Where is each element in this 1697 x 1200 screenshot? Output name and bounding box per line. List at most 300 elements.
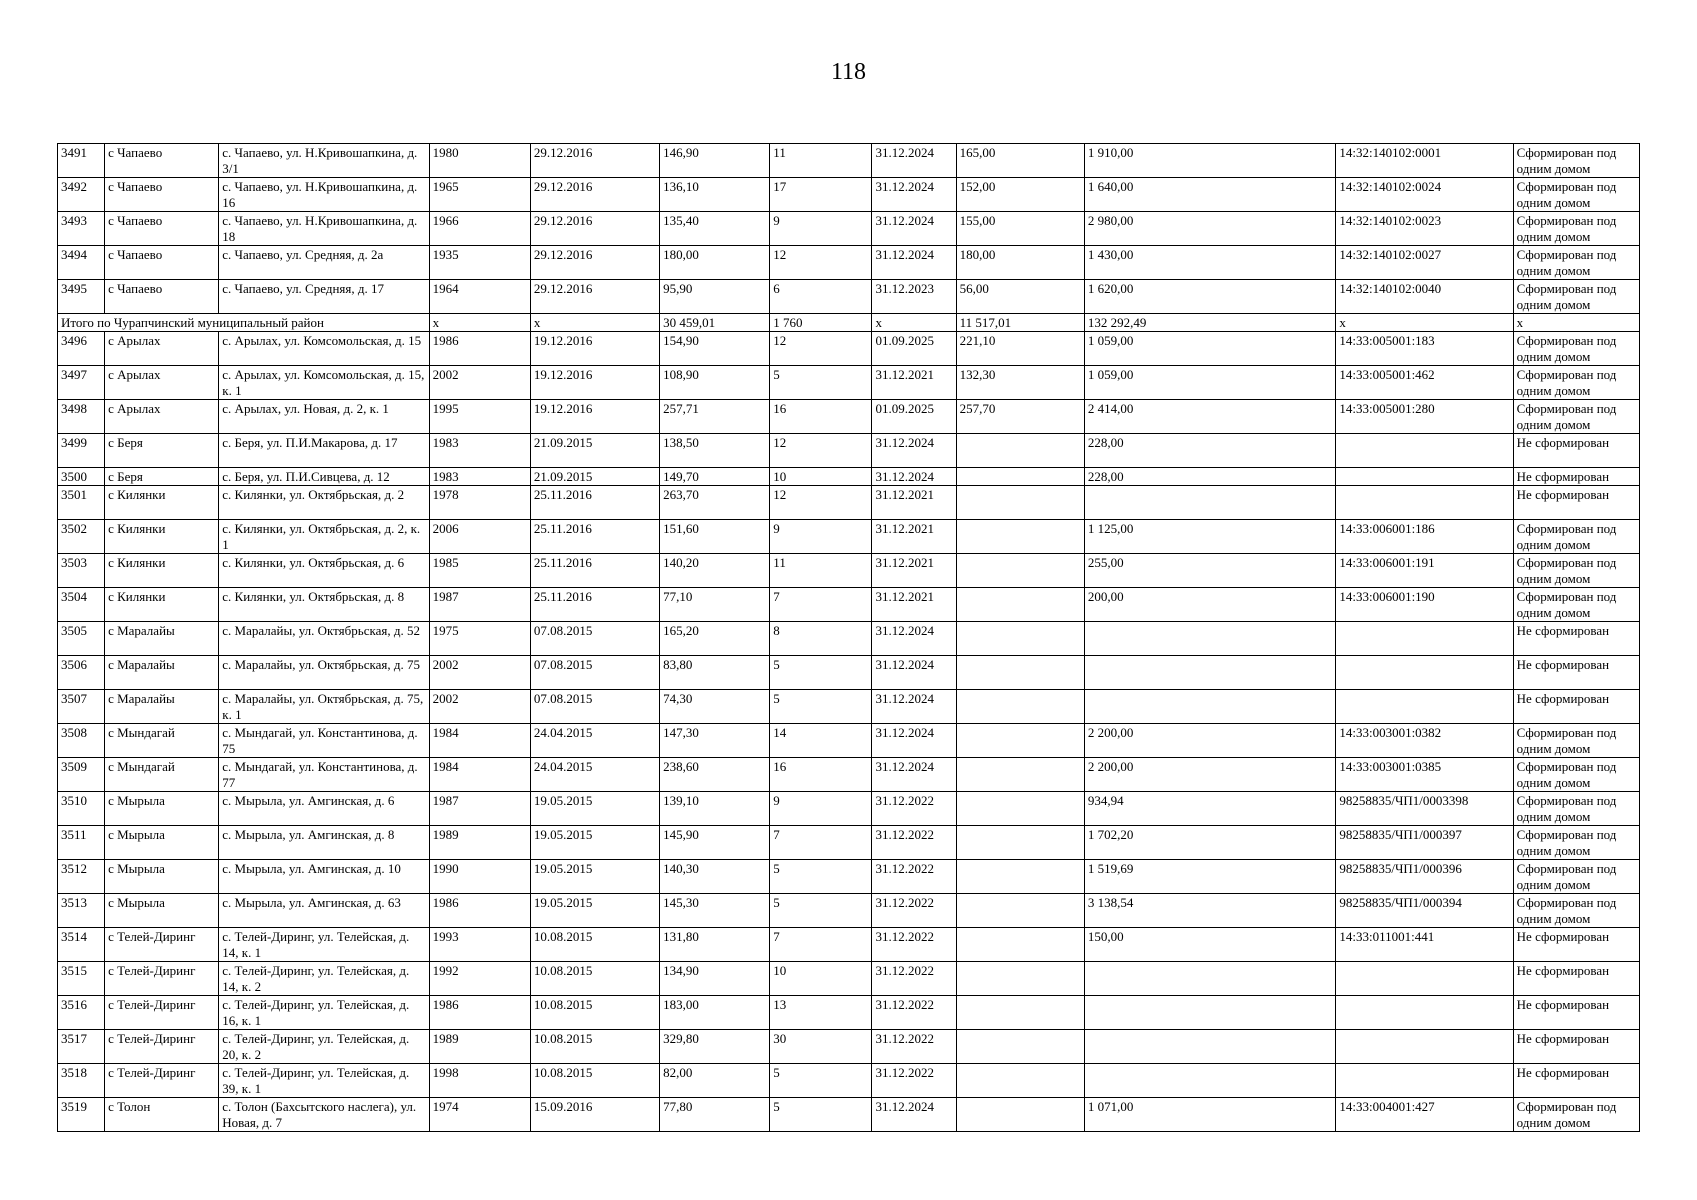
locality-cell: с Телей-Диринг [105, 1064, 219, 1098]
cost-cell: 1 430,00 [1084, 246, 1335, 280]
inclusion-date-cell: 10.08.2015 [530, 996, 659, 1030]
locality-cell: с Телей-Диринг [105, 928, 219, 962]
planned-date-cell: 31.12.2024 [872, 468, 956, 486]
total-area-cell: 135,40 [660, 212, 770, 246]
status-cell: Сформирован под одним домом [1513, 1098, 1639, 1132]
cost-cell [1084, 690, 1335, 724]
address-cell: с. Мырыла, ул. Амгинская, д. 8 [219, 826, 429, 860]
table-row [58, 588, 1640, 622]
inclusion-date-cell: 19.12.2016 [530, 400, 659, 434]
planned-date-cell: 31.12.2022 [872, 826, 956, 860]
inclusion-date-cell: 15.09.2016 [530, 1098, 659, 1132]
inclusion-date-cell: 10.08.2015 [530, 1030, 659, 1064]
residents-count-cell: 5 [770, 656, 872, 690]
cadastral-number-cell: 98258835/ЧП1/000394 [1336, 894, 1513, 928]
row-number-cell: 3506 [58, 656, 105, 690]
total-lot-area-cell: 11 517,01 [956, 314, 1084, 332]
total-area-cell: 145,90 [660, 826, 770, 860]
cost-cell: 1 910,00 [1084, 144, 1335, 178]
planned-date-cell: 31.12.2024 [872, 212, 956, 246]
cadastral-number-cell: 14:33:006001:191 [1336, 554, 1513, 588]
status-cell: Не сформирован [1513, 690, 1639, 724]
cadastral-number-cell: 14:33:003001:0382 [1336, 724, 1513, 758]
inclusion-date-cell: 24.04.2015 [530, 758, 659, 792]
lot-area-cell [956, 1098, 1084, 1132]
lot-area-cell: 221,10 [956, 332, 1084, 366]
total-area-cell: 30 459,01 [660, 314, 770, 332]
cost-cell: 1 519,69 [1084, 860, 1335, 894]
cadastral-number-cell [1336, 996, 1513, 1030]
cadastral-number-cell: 14:33:006001:186 [1336, 520, 1513, 554]
cadastral-number-cell: 14:32:140102:0023 [1336, 212, 1513, 246]
lot-area-cell [956, 996, 1084, 1030]
status-cell: Сформирован под одним домом [1513, 792, 1639, 826]
cost-cell: 228,00 [1084, 434, 1335, 468]
total-area-cell: 77,80 [660, 1098, 770, 1132]
address-cell: с. Мындагай, ул. Константинова, д. 75 [219, 724, 429, 758]
locality-cell: с Маралайы [105, 656, 219, 690]
address-cell: с. Арылах, ул. Новая, д. 2, к. 1 [219, 400, 429, 434]
total-area-cell: 74,30 [660, 690, 770, 724]
status-cell: Сформирован под одним домом [1513, 332, 1639, 366]
row-number-cell: 3514 [58, 928, 105, 962]
status-cell: Сформирован под одним домом [1513, 520, 1639, 554]
locality-cell: с Мырыла [105, 894, 219, 928]
lot-area-cell [956, 894, 1084, 928]
year-built-cell: 1984 [429, 724, 530, 758]
residents-count-cell: 5 [770, 1064, 872, 1098]
cadastral-number-cell: 14:32:140102:0027 [1336, 246, 1513, 280]
cadastral-number-cell: 98258835/ЧП1/000397 [1336, 826, 1513, 860]
cost-cell: 1 702,20 [1084, 826, 1335, 860]
locality-cell: с Телей-Диринг [105, 1030, 219, 1064]
status-cell: Не сформирован [1513, 434, 1639, 468]
cost-cell: 1 071,00 [1084, 1098, 1335, 1132]
address-cell: с. Чапаево, ул. Средняя, д. 17 [219, 280, 429, 314]
planned-date-cell: 01.09.2025 [872, 332, 956, 366]
inclusion-date-cell: 10.08.2015 [530, 1064, 659, 1098]
status-cell: Сформирован под одним домом [1513, 554, 1639, 588]
cost-cell: 1 059,00 [1084, 366, 1335, 400]
planned-date-cell: 31.12.2021 [872, 588, 956, 622]
residents-count-cell: 16 [770, 758, 872, 792]
status-cell: Сформирован под одним домом [1513, 212, 1639, 246]
residents-count-cell: 5 [770, 366, 872, 400]
address-cell: с. Чапаево, ул. Н.Кривошапкина, д. 3/1 [219, 144, 429, 178]
address-cell: с. Килянки, ул. Октябрьская, д. 2, к. 1 [219, 520, 429, 554]
total-area-cell: 257,71 [660, 400, 770, 434]
locality-cell: с Килянки [105, 554, 219, 588]
total-cost-cell: 132 292,49 [1084, 314, 1335, 332]
residents-count-cell: 30 [770, 1030, 872, 1064]
residents-count-cell: 11 [770, 144, 872, 178]
locality-cell: с Мындагай [105, 758, 219, 792]
planned-date-cell: 31.12.2024 [872, 656, 956, 690]
cadastral-number-cell: 98258835/ЧП1/0003398 [1336, 792, 1513, 826]
row-number-cell: 3503 [58, 554, 105, 588]
locality-cell: с Килянки [105, 486, 219, 520]
total-cadastral-cell: x [1336, 314, 1513, 332]
year-built-cell: 1989 [429, 1030, 530, 1064]
address-cell: с. Арылах, ул. Комсомольская, д. 15 [219, 332, 429, 366]
status-cell: Сформирован под одним домом [1513, 860, 1639, 894]
cost-cell: 1 620,00 [1084, 280, 1335, 314]
total-area-cell: 238,60 [660, 758, 770, 792]
locality-cell: с Телей-Диринг [105, 962, 219, 996]
locality-cell: с Арылах [105, 366, 219, 400]
year-built-cell: 1983 [429, 434, 530, 468]
status-cell: Сформирован под одним домом [1513, 246, 1639, 280]
lot-area-cell [956, 486, 1084, 520]
inclusion-date-cell: 24.04.2015 [530, 724, 659, 758]
table-row [58, 1030, 1640, 1064]
total-date-cell: x [530, 314, 659, 332]
cadastral-number-cell: 14:32:140102:0024 [1336, 178, 1513, 212]
lot-area-cell: 180,00 [956, 246, 1084, 280]
row-number-cell: 3512 [58, 860, 105, 894]
year-built-cell: 1986 [429, 894, 530, 928]
locality-cell: с Беря [105, 468, 219, 486]
total-area-cell: 146,90 [660, 144, 770, 178]
inclusion-date-cell: 19.12.2016 [530, 332, 659, 366]
table-row [58, 468, 1640, 486]
address-cell: с. Толон (Бахсытского наслега), ул. Новая, д. 7 [219, 1098, 429, 1132]
status-cell: Не сформирован [1513, 996, 1639, 1030]
cadastral-number-cell [1336, 486, 1513, 520]
inclusion-date-cell: 29.12.2016 [530, 178, 659, 212]
year-built-cell: 1984 [429, 758, 530, 792]
year-built-cell: 1989 [429, 826, 530, 860]
year-built-cell: 1990 [429, 860, 530, 894]
cost-cell: 1 125,00 [1084, 520, 1335, 554]
planned-date-cell: 31.12.2021 [872, 554, 956, 588]
table-row [58, 690, 1640, 724]
residents-count-cell: 5 [770, 690, 872, 724]
row-number-cell: 3504 [58, 588, 105, 622]
cadastral-number-cell: 14:33:005001:462 [1336, 366, 1513, 400]
total-area-cell: 140,30 [660, 860, 770, 894]
table-row [58, 792, 1640, 826]
address-cell: с. Чапаево, ул. Н.Кривошапкина, д. 18 [219, 212, 429, 246]
address-cell: с. Маралайы, ул. Октябрьская, д. 52 [219, 622, 429, 656]
lot-area-cell [956, 468, 1084, 486]
cost-cell: 2 414,00 [1084, 400, 1335, 434]
residents-count-cell: 5 [770, 894, 872, 928]
inclusion-date-cell: 19.12.2016 [530, 366, 659, 400]
row-number-cell: 3496 [58, 332, 105, 366]
table-row [58, 962, 1640, 996]
table-row [58, 996, 1640, 1030]
table-row [58, 280, 1640, 314]
planned-date-cell: 31.12.2024 [872, 144, 956, 178]
status-cell: Сформирован под одним домом [1513, 758, 1639, 792]
year-built-cell: 1983 [429, 468, 530, 486]
cadastral-number-cell: 14:33:011001:441 [1336, 928, 1513, 962]
cadastral-number-cell [1336, 690, 1513, 724]
row-number-cell: 3517 [58, 1030, 105, 1064]
lot-area-cell [956, 928, 1084, 962]
address-cell: с. Телей-Диринг, ул. Телейская, д. 14, к. 2 [219, 962, 429, 996]
total-area-cell: 165,20 [660, 622, 770, 656]
inclusion-date-cell: 19.05.2015 [530, 826, 659, 860]
row-number-cell: 3510 [58, 792, 105, 826]
residents-count-cell: 6 [770, 280, 872, 314]
status-cell: Сформирован под одним домом [1513, 724, 1639, 758]
planned-date-cell: 31.12.2021 [872, 366, 956, 400]
planned-date-cell: 31.12.2022 [872, 860, 956, 894]
planned-date-cell: 31.12.2021 [872, 520, 956, 554]
year-built-cell: 1975 [429, 622, 530, 656]
cost-cell [1084, 656, 1335, 690]
table-row [58, 434, 1640, 468]
inclusion-date-cell: 07.08.2015 [530, 656, 659, 690]
year-built-cell: 1974 [429, 1098, 530, 1132]
locality-cell: с Маралайы [105, 690, 219, 724]
inclusion-date-cell: 19.05.2015 [530, 860, 659, 894]
row-number-cell: 3509 [58, 758, 105, 792]
total-area-cell: 140,20 [660, 554, 770, 588]
table-row [58, 1098, 1640, 1132]
locality-cell: с Чапаево [105, 280, 219, 314]
row-number-cell: 3515 [58, 962, 105, 996]
table-row [58, 332, 1640, 366]
year-built-cell: 1978 [429, 486, 530, 520]
planned-date-cell: 31.12.2022 [872, 1030, 956, 1064]
address-cell: с. Телей-Диринг, ул. Телейская, д. 14, к. 1 [219, 928, 429, 962]
row-number-cell: 3492 [58, 178, 105, 212]
residents-count-cell: 17 [770, 178, 872, 212]
lot-area-cell [956, 554, 1084, 588]
planned-date-cell: 31.12.2024 [872, 758, 956, 792]
lot-area-cell [956, 724, 1084, 758]
inclusion-date-cell: 21.09.2015 [530, 434, 659, 468]
year-built-cell: 1985 [429, 554, 530, 588]
lot-area-cell: 56,00 [956, 280, 1084, 314]
cost-cell: 2 980,00 [1084, 212, 1335, 246]
row-number-cell: 3505 [58, 622, 105, 656]
total-area-cell: 139,10 [660, 792, 770, 826]
status-cell: Сформирован под одним домом [1513, 280, 1639, 314]
residents-count-cell: 8 [770, 622, 872, 656]
row-number-cell: 3507 [58, 690, 105, 724]
locality-cell: с Чапаево [105, 246, 219, 280]
year-built-cell: 1966 [429, 212, 530, 246]
total-area-cell: 180,00 [660, 246, 770, 280]
address-cell: с. Маралайы, ул. Октябрьская, д. 75, к. 1 [219, 690, 429, 724]
planned-date-cell: 31.12.2022 [872, 1064, 956, 1098]
year-built-cell: 2002 [429, 366, 530, 400]
total-area-cell: 145,30 [660, 894, 770, 928]
table-row [58, 758, 1640, 792]
year-built-cell: 2002 [429, 690, 530, 724]
planned-date-cell: 31.12.2024 [872, 724, 956, 758]
table-row [58, 366, 1640, 400]
status-cell: Сформирован под одним домом [1513, 588, 1639, 622]
inclusion-date-cell: 07.08.2015 [530, 690, 659, 724]
cadastral-number-cell: 14:32:140102:0001 [1336, 144, 1513, 178]
year-built-cell: 1935 [429, 246, 530, 280]
row-number-cell: 3519 [58, 1098, 105, 1132]
locality-cell: с Килянки [105, 520, 219, 554]
address-cell: с. Килянки, ул. Октябрьская, д. 6 [219, 554, 429, 588]
table-row [58, 400, 1640, 434]
total-area-cell: 77,10 [660, 588, 770, 622]
cost-cell [1084, 962, 1335, 996]
lot-area-cell [956, 962, 1084, 996]
inclusion-date-cell: 25.11.2016 [530, 588, 659, 622]
residents-count-cell: 9 [770, 792, 872, 826]
total-area-cell: 263,70 [660, 486, 770, 520]
planned-date-cell: 31.12.2022 [872, 928, 956, 962]
year-built-cell: 1995 [429, 400, 530, 434]
status-cell: Не сформирован [1513, 468, 1639, 486]
locality-cell: с Арылах [105, 332, 219, 366]
locality-cell: с Беря [105, 434, 219, 468]
total-area-cell: 151,60 [660, 520, 770, 554]
table-row [58, 520, 1640, 554]
planned-date-cell: 31.12.2022 [872, 962, 956, 996]
inclusion-date-cell: 19.05.2015 [530, 894, 659, 928]
year-built-cell: 1986 [429, 996, 530, 1030]
address-cell: с. Беря, ул. П.И.Сивцева, д. 12 [219, 468, 429, 486]
lot-area-cell [956, 588, 1084, 622]
table-row [58, 860, 1640, 894]
cadastral-number-cell: 14:33:006001:190 [1336, 588, 1513, 622]
inclusion-date-cell: 25.11.2016 [530, 520, 659, 554]
cadastral-number-cell [1336, 622, 1513, 656]
address-cell: с. Арылах, ул. Комсомольская, д. 15, к. 1 [219, 366, 429, 400]
planned-date-cell: 31.12.2021 [872, 486, 956, 520]
table-row [58, 724, 1640, 758]
lot-area-cell [956, 656, 1084, 690]
residents-count-cell: 5 [770, 1098, 872, 1132]
locality-cell: с Мырыла [105, 860, 219, 894]
total-area-cell: 136,10 [660, 178, 770, 212]
locality-cell: с Телей-Диринг [105, 996, 219, 1030]
lot-area-cell: 152,00 [956, 178, 1084, 212]
total-label-cell: Итого по Чурапчинский муниципальный район [58, 314, 430, 332]
status-cell: Не сформирован [1513, 928, 1639, 962]
cadastral-number-cell: 14:33:005001:183 [1336, 332, 1513, 366]
total-count-cell: 1 760 [770, 314, 872, 332]
row-number-cell: 3493 [58, 212, 105, 246]
planned-date-cell: 31.12.2024 [872, 178, 956, 212]
lot-area-cell [956, 758, 1084, 792]
total-area-cell: 149,70 [660, 468, 770, 486]
total-area-cell: 329,80 [660, 1030, 770, 1064]
lot-area-cell [956, 622, 1084, 656]
total-area-cell: 82,00 [660, 1064, 770, 1098]
address-cell: с. Маралайы, ул. Октябрьская, д. 75 [219, 656, 429, 690]
row-number-cell: 3502 [58, 520, 105, 554]
status-cell: Не сформирован [1513, 622, 1639, 656]
locality-cell: с Килянки [105, 588, 219, 622]
row-number-cell: 3508 [58, 724, 105, 758]
cadastral-number-cell [1336, 656, 1513, 690]
residents-count-cell: 9 [770, 212, 872, 246]
cost-cell: 1 059,00 [1084, 332, 1335, 366]
year-built-cell: 1987 [429, 792, 530, 826]
address-cell: с. Телей-Диринг, ул. Телейская, д. 16, к. 1 [219, 996, 429, 1030]
table-row [58, 894, 1640, 928]
cost-cell: 2 200,00 [1084, 724, 1335, 758]
total-area-cell: 138,50 [660, 434, 770, 468]
inclusion-date-cell: 29.12.2016 [530, 246, 659, 280]
total-row [58, 314, 1640, 332]
planned-date-cell: 31.12.2022 [872, 996, 956, 1030]
row-number-cell: 3518 [58, 1064, 105, 1098]
locality-cell: с Мындагай [105, 724, 219, 758]
table-row [58, 178, 1640, 212]
table-row [58, 554, 1640, 588]
cadastral-number-cell [1336, 962, 1513, 996]
residents-count-cell: 7 [770, 826, 872, 860]
cadastral-number-cell: 14:33:005001:280 [1336, 400, 1513, 434]
residents-count-cell: 13 [770, 996, 872, 1030]
cost-cell [1084, 996, 1335, 1030]
cost-cell [1084, 486, 1335, 520]
residents-count-cell: 5 [770, 860, 872, 894]
table-body [58, 144, 1640, 1132]
row-number-cell: 3494 [58, 246, 105, 280]
address-cell: с. Чапаево, ул. Средняя, д. 2а [219, 246, 429, 280]
planned-date-cell: 31.12.2024 [872, 622, 956, 656]
cost-cell: 150,00 [1084, 928, 1335, 962]
row-number-cell: 3498 [58, 400, 105, 434]
planned-date-cell: 31.12.2022 [872, 792, 956, 826]
lot-area-cell: 165,00 [956, 144, 1084, 178]
cadastral-number-cell: 98258835/ЧП1/000396 [1336, 860, 1513, 894]
status-cell: Сформирован под одним домом [1513, 366, 1639, 400]
residents-count-cell: 9 [770, 520, 872, 554]
address-cell: с. Телей-Диринг, ул. Телейская, д. 39, к. 1 [219, 1064, 429, 1098]
lot-area-cell [956, 434, 1084, 468]
total-area-cell: 95,90 [660, 280, 770, 314]
residents-count-cell: 7 [770, 928, 872, 962]
planned-date-cell: 31.12.2024 [872, 1098, 956, 1132]
inclusion-date-cell: 29.12.2016 [530, 212, 659, 246]
locality-cell: с Толон [105, 1098, 219, 1132]
lot-area-cell [956, 520, 1084, 554]
cost-cell: 1 640,00 [1084, 178, 1335, 212]
locality-cell: с Маралайы [105, 622, 219, 656]
inclusion-date-cell: 10.08.2015 [530, 962, 659, 996]
year-built-cell: 1964 [429, 280, 530, 314]
total-area-cell: 83,80 [660, 656, 770, 690]
cadastral-number-cell: 14:32:140102:0040 [1336, 280, 1513, 314]
row-number-cell: 3511 [58, 826, 105, 860]
lot-area-cell: 155,00 [956, 212, 1084, 246]
status-cell: Не сформирован [1513, 1030, 1639, 1064]
lot-area-cell [956, 1030, 1084, 1064]
lot-area-cell [956, 1064, 1084, 1098]
status-cell: Не сформирован [1513, 962, 1639, 996]
row-number-cell: 3495 [58, 280, 105, 314]
address-cell: с. Беря, ул. П.И.Макарова, д. 17 [219, 434, 429, 468]
address-cell: с. Чапаево, ул. Н.Кривошапкина, д. 16 [219, 178, 429, 212]
inclusion-date-cell: 25.11.2016 [530, 486, 659, 520]
total-year-cell: x [429, 314, 530, 332]
inclusion-date-cell: 07.08.2015 [530, 622, 659, 656]
locality-cell: с Чапаево [105, 212, 219, 246]
table-row [58, 826, 1640, 860]
residents-count-cell: 12 [770, 332, 872, 366]
planned-date-cell: 31.12.2024 [872, 690, 956, 724]
year-built-cell: 1993 [429, 928, 530, 962]
address-cell: с. Килянки, ул. Октябрьская, д. 8 [219, 588, 429, 622]
cost-cell [1084, 1064, 1335, 1098]
planned-date-cell: 31.12.2024 [872, 434, 956, 468]
